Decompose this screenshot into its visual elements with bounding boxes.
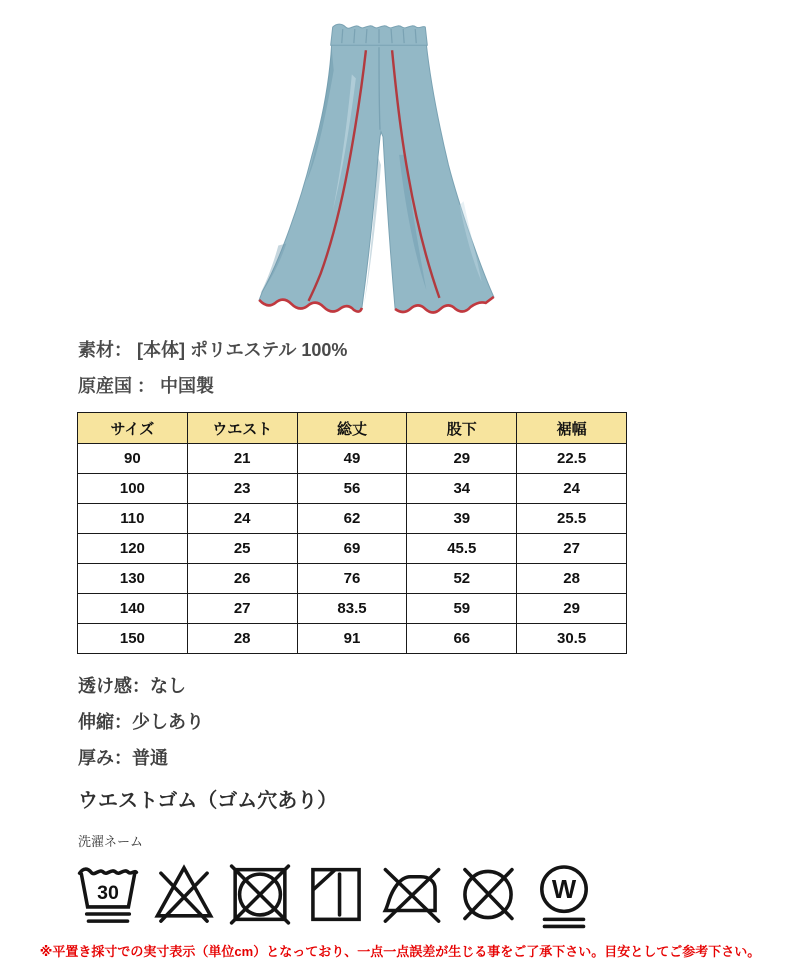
size-row	[78, 474, 627, 504]
product-info	[78, 332, 800, 404]
size-cell: 29	[517, 594, 627, 624]
size-cell: 24	[187, 504, 297, 534]
size-cell: 34	[407, 474, 517, 504]
size-cell: 25.5	[517, 504, 627, 534]
size-cell: 39	[407, 504, 517, 534]
size-cell: 23	[187, 474, 297, 504]
thickness-line: 厚み：普通	[78, 748, 168, 768]
care-label: 洗濯ネーム	[78, 834, 144, 849]
waistband-note: ウエストゴム（ゴム穴あり）	[78, 790, 338, 812]
size-cell: 28	[187, 624, 297, 654]
size-cell: 24	[517, 474, 627, 504]
size-cell: 90	[78, 444, 188, 474]
measurement-disclaimer: ※平置き採寸での実寸表示（単位cm）となっており、一点一点誤差が生じる事をご了承下さい。目安としてご参考下さい。	[39, 944, 761, 959]
size-cell: 59	[407, 594, 517, 624]
size-cell: 29	[407, 444, 517, 474]
size-cell: 62	[297, 504, 407, 534]
size-cell: 27	[517, 534, 627, 564]
line-dry-in-shade-icon	[304, 859, 368, 930]
size-cell: 52	[407, 564, 517, 594]
col-header-total-length: 総丈	[297, 413, 407, 444]
material-line: 素材： [本体] ポリエステル 100%	[78, 340, 348, 360]
size-cell: 83.5	[297, 594, 407, 624]
size-cell: 28	[517, 564, 627, 594]
col-header-inseam: 股下	[407, 413, 517, 444]
size-cell: 26	[187, 564, 297, 594]
do-not-iron-icon	[380, 859, 444, 930]
size-chart-header-row	[78, 413, 627, 444]
size-row	[78, 504, 627, 534]
size-row	[78, 594, 627, 624]
size-cell: 140	[78, 594, 188, 624]
size-cell: 150	[78, 624, 188, 654]
size-cell: 76	[297, 564, 407, 594]
size-cell: 110	[78, 504, 188, 534]
size-cell: 130	[78, 564, 188, 594]
do-not-tumble-dry-icon	[228, 859, 292, 930]
size-cell: 22.5	[517, 444, 627, 474]
origin-line: 原産国 ： 中国製	[78, 376, 215, 396]
wash-30-icon	[76, 859, 140, 930]
size-chart-table	[77, 412, 627, 654]
size-cell: 69	[297, 534, 407, 564]
size-row	[78, 534, 627, 564]
size-cell: 56	[297, 474, 407, 504]
col-header-waist: ウエスト	[187, 413, 297, 444]
size-cell: 25	[187, 534, 297, 564]
flare-pants-image	[248, 14, 510, 316]
col-header-hem-width: 裾幅	[517, 413, 627, 444]
wet-clean-very-gentle-icon	[532, 859, 596, 930]
product-photo	[248, 14, 510, 316]
size-cell: 66	[407, 624, 517, 654]
size-cell: 21	[187, 444, 297, 474]
svg-text:30: 30	[97, 881, 119, 904]
size-cell: 120	[78, 534, 188, 564]
col-header-size: サイズ	[78, 413, 188, 444]
size-cell: 45.5	[407, 534, 517, 564]
size-row	[78, 564, 627, 594]
size-cell: 91	[297, 624, 407, 654]
size-row	[78, 444, 627, 474]
size-cell: 49	[297, 444, 407, 474]
fabric-details	[78, 668, 800, 776]
size-cell: 30.5	[517, 624, 627, 654]
size-row	[78, 624, 627, 654]
care-symbols-row	[76, 859, 800, 930]
pants-body-shape	[259, 44, 494, 312]
do-not-bleach-icon	[152, 859, 216, 930]
size-cell: 100	[78, 474, 188, 504]
size-cell: 27	[187, 594, 297, 624]
svg-text:W: W	[551, 876, 577, 905]
do-not-dry-clean-icon	[456, 859, 520, 930]
sheerness-line: 透け感：なし	[78, 676, 186, 696]
stretch-line: 伸縮：少しあり	[78, 712, 204, 732]
